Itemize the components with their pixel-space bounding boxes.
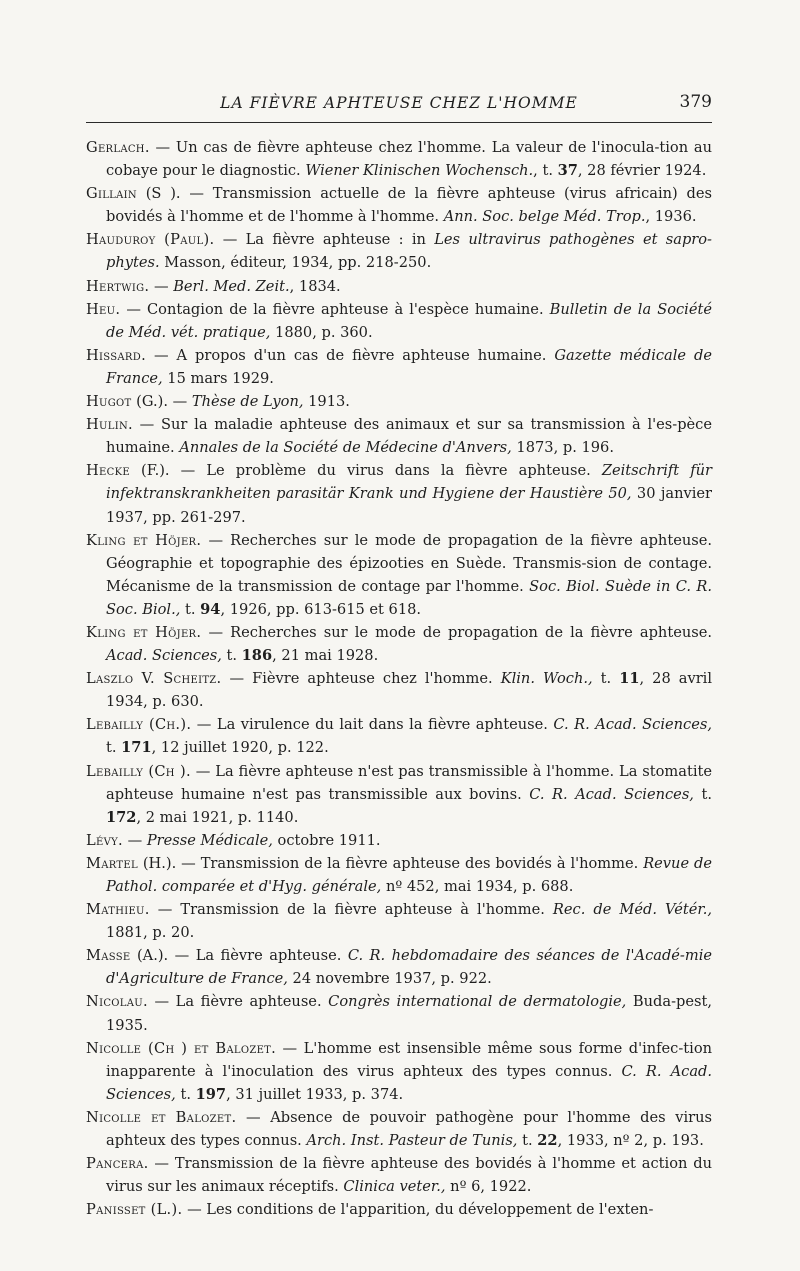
entry-source-title: C. R. Acad. Sciences,	[529, 785, 694, 803]
entry-text: — La fièvre aphteuse : in	[214, 231, 435, 249]
entry-text: — La fièvre aphteuse n'est pas transmissible à l'homme. La stomatite aphteuse humaine n'est pas transmissible aux bovins.	[106, 762, 712, 803]
entry-text: , 2 mai 1921, p. 1140.	[136, 808, 299, 826]
entry-volume: 197	[195, 1085, 227, 1103]
entry-text: — Recherches sur le mode de propagation de la fièvre aphteuse. Géographie et topographie des épizooties en Suède. Transmis-sion de contage. Mécanisme de la transmission de contage par l'homme.	[106, 531, 712, 595]
entry-text: 24 novembre 1937, p. 922.	[287, 970, 492, 988]
entry-source-title: Rec. de Méd. Vétér.,	[552, 901, 712, 919]
bibliography-entry	[86, 713, 712, 759]
running-header	[86, 88, 712, 123]
entry-source-title: C. R. Acad. Sciences,	[106, 1062, 712, 1103]
entry-text: (G.). —	[131, 393, 192, 411]
entry-author: Nicolle et Balozet.	[86, 1108, 237, 1126]
entry-author: Kling et Höjer.	[86, 623, 202, 641]
entry-text: —	[149, 277, 174, 295]
entry-source-title: Presse Médicale,	[146, 831, 273, 849]
entry-text: , 21 mai 1928.	[272, 647, 379, 665]
entry-text: 1873, p. 196.	[511, 439, 614, 457]
entry-source-title: Annales de la Société de Médecine d'Anvers,	[179, 439, 512, 457]
entry-text: 1913.	[303, 393, 350, 411]
entry-text: — Fièvre aphteuse chez l'homme.	[221, 670, 501, 688]
entry-text: (F.). — Le problème du virus dans la fièvre aphteuse.	[129, 462, 602, 480]
entry-text: t.	[517, 1132, 538, 1150]
entry-author: Nicolau.	[86, 993, 148, 1011]
entry-source-title: C. R. hebdomadaire des séances de l'Acadé-mie d'Agriculture de France,	[106, 947, 712, 988]
entry-author: Lévy.	[86, 831, 123, 849]
entry-author: Lebailly (Ch.).	[86, 716, 192, 734]
entry-author: Lebailly (Ch ).	[86, 762, 191, 780]
entry-author: Mathieu.	[86, 901, 150, 919]
bibliography-entry	[86, 898, 712, 944]
entry-text: (S ). — Transmission actuelle de la fièvre aphteuse (virus africain) des bovidés à l'homme et de l'homme à l'homme.	[106, 185, 712, 226]
entry-text: , 12 juillet 1920, p. 122.	[151, 739, 329, 757]
entry-text: — La fièvre aphteuse.	[147, 993, 329, 1011]
bibliography-entry	[86, 275, 712, 298]
entry-text: (H.). — Transmission de la fièvre aphteuse des bovidés à l'homme.	[137, 854, 644, 872]
entry-text: Buda-pest, 1935.	[106, 993, 712, 1034]
entry-text: 30 janvier 1937, pp. 261-297.	[106, 485, 713, 526]
entry-source-title: Zeitschrift für infektranskrankheiten parasitär Krank und Hygiene der Haustière 50,	[106, 462, 712, 503]
entry-text: t.	[592, 670, 620, 688]
entry-text: — Absence de pouvoir pathogène pour l'homme des virus aphteux des types connus.	[106, 1108, 712, 1150]
entry-text: 15 mars 1929.	[162, 369, 274, 387]
entry-author: Heu.	[86, 300, 121, 318]
bibliography-entry	[86, 760, 712, 829]
bibliography-entry	[86, 852, 712, 898]
entry-source-title: C. R. Acad. Sciences,	[553, 716, 712, 734]
entry-author: Panisset (L.).	[86, 1201, 183, 1219]
bibliography-entry	[86, 390, 712, 413]
entry-text: — Un cas de fièvre aphteuse chez l'homme. La valeur de l'inocula-tion au cobaye pour le diagnostic.	[106, 139, 712, 180]
entry-text: — A propos d'un cas de fièvre aphteuse humaine.	[146, 346, 555, 364]
entry-text: t.	[693, 785, 712, 803]
bibliography-entry	[86, 1152, 712, 1198]
bibliography-entry	[86, 944, 712, 990]
entry-text: octobre 1911.	[272, 831, 381, 849]
entry-text: —	[122, 831, 147, 849]
bibliography-entry	[86, 1106, 712, 1152]
entry-author: Pancera.	[86, 1155, 149, 1173]
entry-author: Hulin.	[86, 416, 133, 434]
entry-text: — Transmission de la fièvre aphteuse des bovidés à l'homme et action du virus sur les animaux réceptifs.	[106, 1155, 712, 1196]
entry-author: Hugot	[86, 393, 132, 411]
bibliography-entry	[86, 1037, 712, 1106]
entry-author: Laszlo V. Scheitz.	[86, 670, 222, 688]
entry-text: — Recherches sur le mode de propagation de la fièvre aphteuse.	[201, 623, 712, 641]
entry-source-title: Les ultravirus pathogènes et sapro-phytes.	[106, 231, 712, 272]
entry-text: , 1933, nº 2, p. 193.	[557, 1132, 704, 1150]
entry-text: , 1834.	[289, 277, 341, 295]
entry-source-title: Arch. Inst. Pasteur de Tunis,	[306, 1132, 518, 1150]
entry-text: — L'homme est insensible même sous forme d'infec-tion inapparente à l'inoculation des virus aphteux des types connus.	[106, 1039, 713, 1080]
entry-text: — Les conditions de l'apparition, du développement de l'exten-	[182, 1201, 654, 1219]
entry-author: Masse	[86, 947, 131, 965]
entry-volume: 171	[121, 739, 152, 757]
entry-volume: 172	[106, 808, 137, 826]
bibliography-entry	[86, 344, 712, 390]
bibliography-entry	[86, 990, 712, 1036]
entry-volume: 22	[537, 1132, 558, 1150]
entry-source-title: Thèse de Lyon,	[191, 393, 304, 411]
entry-author: Hissard.	[86, 346, 147, 364]
entry-volume: 11	[619, 670, 640, 688]
entry-text: 1881, p. 20.	[106, 924, 195, 942]
entry-author: Hauduroy (Paul).	[86, 231, 215, 249]
entry-text: t.	[106, 739, 122, 757]
entry-text: , 1926, pp. 613-615 et 618.	[220, 600, 422, 618]
bibliography-entry	[86, 136, 712, 182]
bibliography-entry	[86, 621, 712, 667]
entry-text: t.	[180, 600, 201, 618]
bibliography-entry	[86, 182, 712, 228]
bibliography-entry	[86, 228, 712, 274]
entry-author: Gerlach.	[86, 139, 150, 156]
bibliography-entry	[86, 529, 712, 621]
entry-text: — Contagion de la fièvre aphteuse à l'espèce humaine.	[120, 300, 550, 318]
entry-author: Martel	[86, 854, 138, 872]
entry-author: Hecke	[86, 462, 130, 480]
entry-text: nº 6, 1922.	[445, 1178, 532, 1196]
entry-text: nº 452, mai 1934, p. 688.	[381, 878, 574, 895]
entry-text: , 28 février 1924.	[577, 162, 707, 180]
entry-volume: 37	[557, 162, 578, 180]
entry-source-title: Clinica veter.,	[343, 1178, 446, 1196]
bibliography-entry	[86, 1198, 712, 1221]
entry-text: , 31 juillet 1933, p. 374.	[226, 1085, 404, 1103]
entry-text: t.	[221, 647, 242, 665]
entry-source-title: Congrès international de dermatologie,	[328, 993, 627, 1011]
entry-text: (A.). — La fièvre aphteuse.	[130, 947, 348, 965]
entry-source-title: Gazette médicale de France,	[106, 346, 712, 387]
entry-text: 1880, p. 360.	[270, 323, 373, 341]
entry-text: , t.	[533, 162, 558, 180]
page-number: 379	[679, 92, 712, 112]
entry-text: — Transmission de la fièvre aphteuse à l'homme.	[149, 901, 553, 919]
entry-text: , 28 avril 1934, p. 630.	[106, 670, 713, 711]
bibliography-entry	[86, 459, 712, 528]
running-title: LA FIÈVRE APHTEUSE CHEZ L'HOMME	[220, 94, 578, 112]
entry-text: Masson, éditeur, 1934, pp. 218-250.	[159, 254, 432, 272]
entry-text: — La virulence du lait dans la fièvre aphteuse.	[191, 716, 554, 734]
bibliography-entry	[86, 413, 712, 459]
entry-volume: 186	[241, 647, 273, 665]
entry-source-title: Bulletin de la Société de Méd. vét. pratique,	[106, 300, 712, 341]
entry-source-title: Revue de Pathol. comparée et d'Hyg. générale,	[106, 854, 712, 895]
entry-author: Nicolle (Ch ) et Balozet.	[86, 1039, 277, 1057]
entry-author: Kling et Höjer.	[86, 531, 202, 549]
bibliography-entry	[86, 667, 712, 713]
entry-text: t.	[175, 1085, 196, 1103]
entry-source-title: Berl. Med. Zeit.	[173, 277, 290, 295]
entry-source-title: Klin. Woch.,	[500, 670, 593, 688]
entry-author: Gillain	[86, 185, 137, 203]
entry-volume: 94	[200, 600, 221, 618]
entry-source-title: Acad. Sciences,	[106, 647, 222, 665]
bibliography-list	[86, 136, 712, 1221]
bibliography-entry	[86, 829, 712, 852]
entry-text: , 1936.	[645, 208, 697, 226]
entry-source-title: Ann. Soc. belge Méd. Trop.	[443, 208, 646, 226]
entry-author: Hertwig.	[86, 277, 150, 295]
entry-source-title: Soc. Biol. Suède in C. R. Soc. Biol.,	[106, 577, 712, 618]
bibliography-entry	[86, 298, 712, 344]
entry-source-title: Wiener Klinischen Wochensch.	[305, 162, 534, 180]
entry-text: — Sur la maladie aphteuse des animaux et sur sa transmission à l'es-pèce humaine.	[106, 416, 712, 457]
